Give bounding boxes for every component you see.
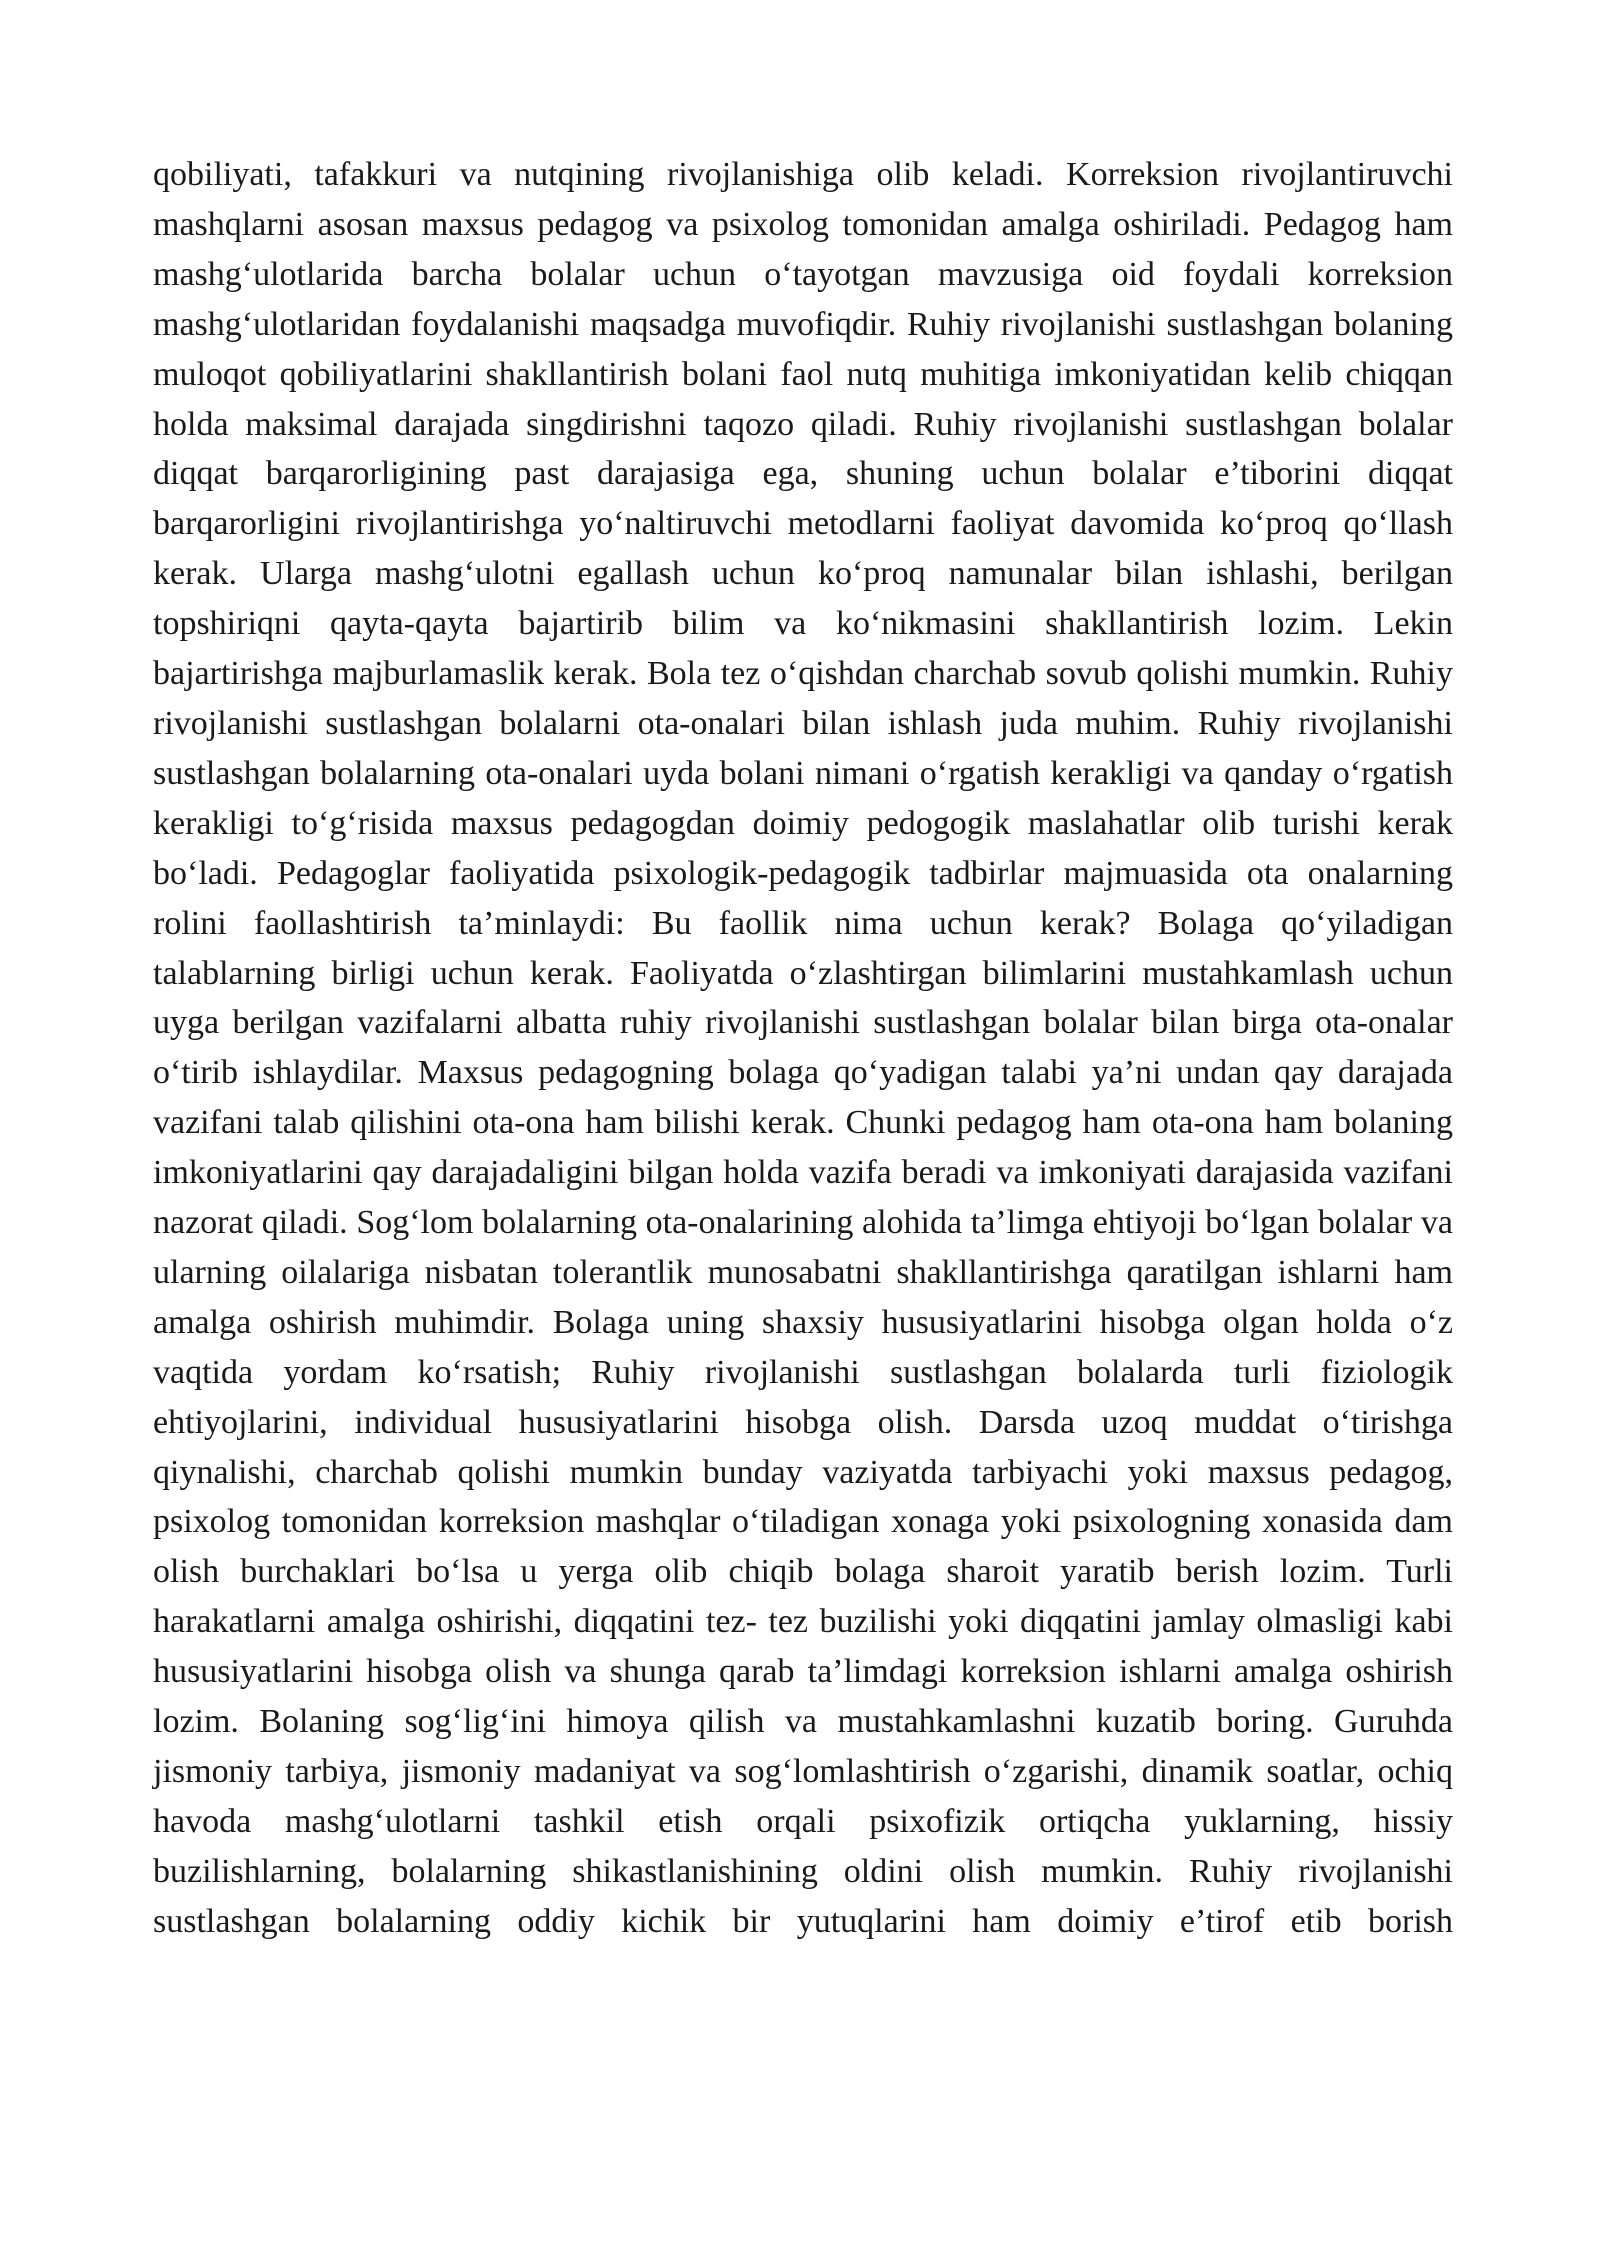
body-paragraph: qobiliyati, tafakkuri va nutqining rivojlanishiga olib keladi. Korreksion rivojlantiruvchi mashqlarni asosan maxsus pedagog va psixolog tomonidan amalga oshiriladi. Pedagog ham mashg‘ulotlarida barcha bolalar uchun o‘tayotgan mavzusiga oid foydali korreksion mashg‘ulotlaridan foydalanishi maqsadga muvofiqdir. Ruhiy rivojlanishi sustlashgan bolaning muloqot qobiliyatlarini shakllantirish bolani faol nutq muhitiga imkoniyatidan kelib chiqqan holda maksimal darajada singdirishni taqozo qiladi. Ruhiy rivojlanishi sustlashgan bolalar diqqat barqarorligining past darajasiga ega, shuning uchun bolalar e’tiborini diqqat barqarorligini rivojlantirishga yo‘naltiruvchi metodlarni faoliyat davomida ko‘proq qo‘llash kerak. Ularga mashg‘ulotni egallash uchun ko‘proq namunalar bilan ishlashi, berilgan topshiriqni qayta-qayta bajartirib bilim va ko‘nikmasini shakllantirish lozim. Lekin bajartirishga majburlamaslik kerak. Bola tez o‘qishdan charchab sovub qolishi mumkin. Ruhiy rivojlanishi sustlashgan bolalarni ota-onalari bilan ishlash juda muhim. Ruhiy rivojlanishi sustlashgan bolalarning ota-onalari uyda bolani nimani o‘rgatish kerakligi va qanday o‘rgatish kerakligi to‘g‘risida maxsus pedagogdan doimiy pedogogik maslahatlar olib turishi kerak bo‘ladi. Pedagoglar faoliyatida psixologik-pedagogik tadbirlar majmuasida ota onalarning rolini faollashtirish ta’minlaydi: Bu faollik nima uchun kerak? Bolaga qo‘yiladigan talablarning birligi uchun kerak. Faoliyatda o‘zlashtirgan bilimlarini mustahkamlash uchun uyga berilgan vazifalarni albatta ruhiy rivojlanishi sustlashgan bolalar bilan birga ota-onalar o‘tirib ishlaydilar. Maxsus pedagogning bolaga qo‘yadigan talabi ya’ni undan qay darajada vazifani talab qilishini ota-ona ham bilishi kerak. Chunki pedagog ham ota-ona ham bolaning imkoniyatlarini qay darajadaligini bilgan holda vazifa beradi va imkoniyati darajasida vazifani nazorat qiladi. Sog‘lom bolalarning ota-onalarining alohida ta’limga ehtiyoji bo‘lgan bolalar va ularning oilalariga nisbatan tolerantlik munosabatni shakllantirishga qaratilgan ishlarni ham amalga oshirish muhimdir. Bolaga uning shaxsiy hususiyatlarini hisobga olgan holda o‘z vaqtida yordam ko‘rsatish; Ruhiy rivojlanishi sustlashgan bolalarda turli fiziologik ehtiyojlarini, individual hususiyatlarini hisobga olish. Darsda uzoq muddat o‘tirishga qiynalishi, charchab qolishi mumkin bunday vaziyatda tarbiyachi yoki maxsus pedagog, psixolog tomonidan korreksion mashqlar o‘tiladigan xonaga yoki psixologning xonasida dam olish burchaklari bo‘lsa u yerga olib chiqib bolaga sharoit yaratib berish lozim. Turli harakatlarni amalga oshirishi, diqqatini tez- tez buzilishi yoki diqqatini jamlay olmasligi kabi hususiyatlarini hisobga olish va shunga qarab ta’limdagi korreksion ishlarni amalga oshirish lozim. Bolaning sog‘lig‘ini himoya qilish va mustahkamlashni kuzatib boring. Guruhda jismoniy tarbiya, jismoniy madaniyat va sog‘lomlashtirish o‘zgarishi, dinamik soatlar, ochiq havoda mashg‘ulotlarni tashkil etish orqali psixofizik ortiqcha yuklarning, hissiy buzilishlarning, bolalarning shikastlanishining oldini olish mumkin. Ruhiy rivojlanishi sustlashgan bolalarning oddiy kichik bir yutuqlarini ham doimiy e’tirof etib borish: [153, 156, 1453, 1940]
